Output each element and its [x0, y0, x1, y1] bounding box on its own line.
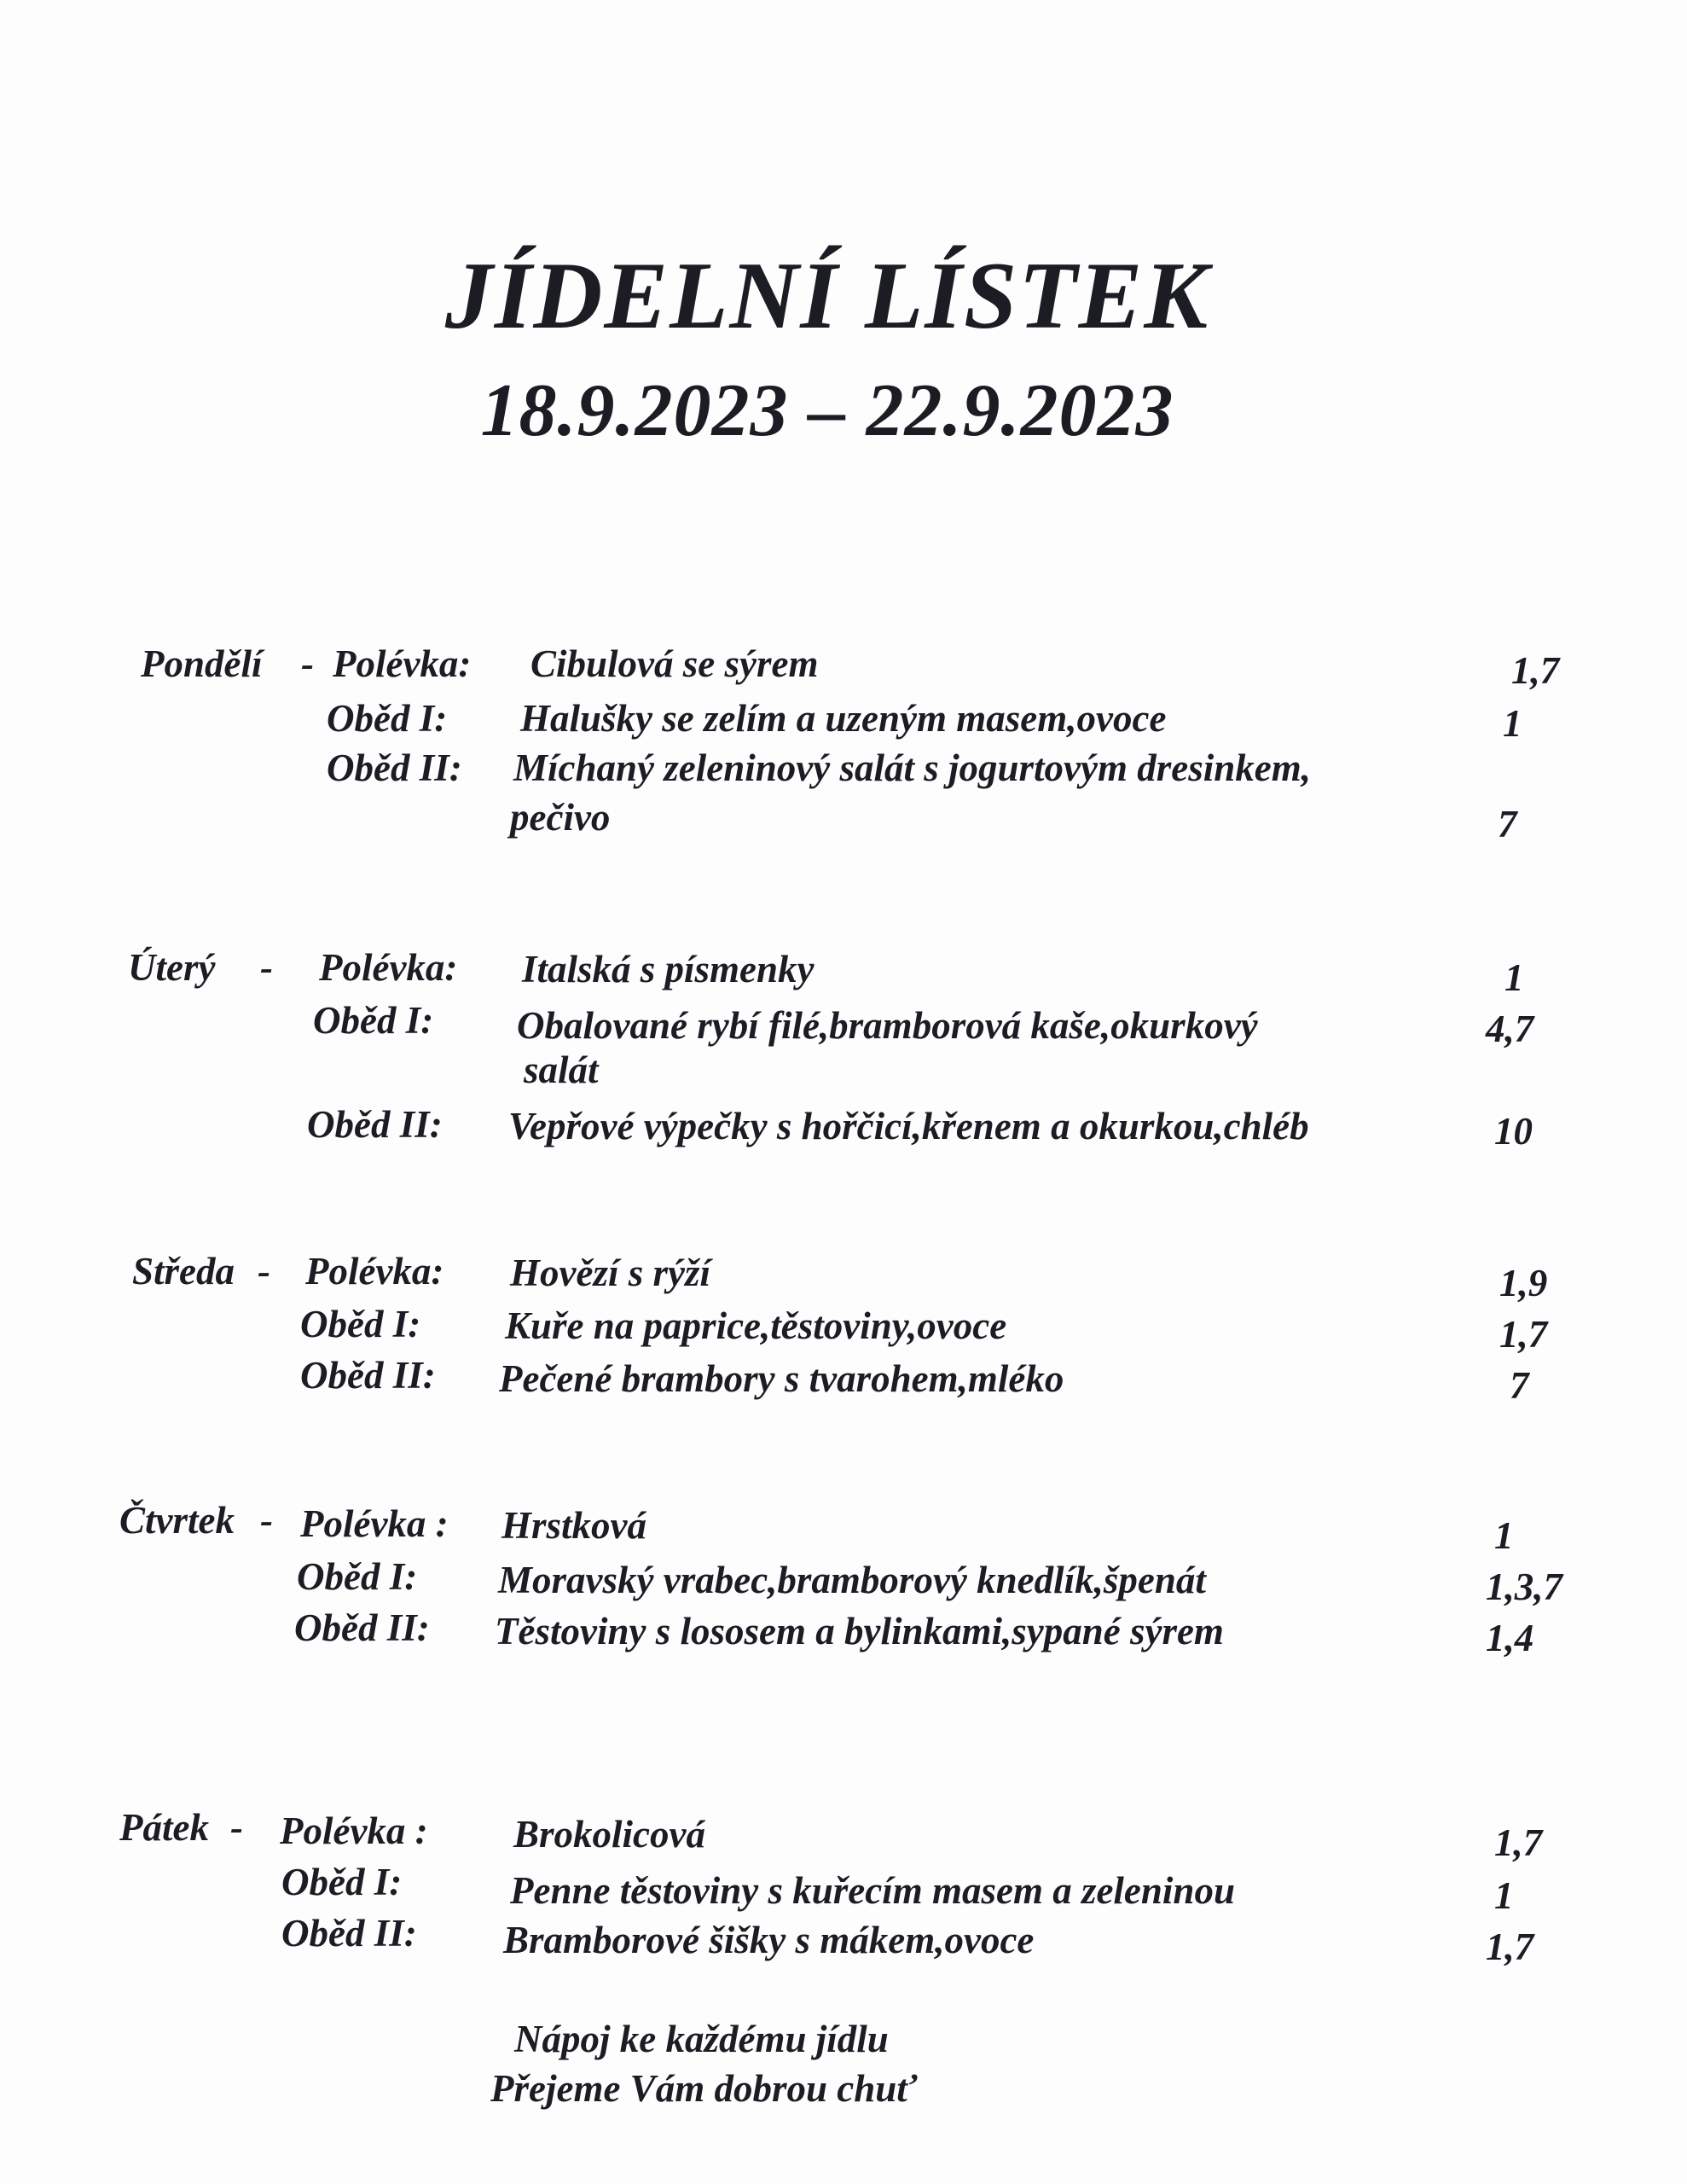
meal-text-soup: Hovězí s rýží — [510, 1252, 710, 1294]
meal-text-lunch-1: Obalované rybí filé,bramborová kaše,okurkový — [517, 1004, 1258, 1047]
meal-label-soup: Polévka: — [333, 642, 472, 685]
day-label: Pondělí — [141, 642, 263, 685]
allergens-lunch-1: 1,7 — [1499, 1313, 1548, 1356]
meal-text-lunch-2: Pečené brambory s tvarohem,mléko — [499, 1357, 1064, 1400]
meal-text-lunch-1: Kuře na paprice,těstoviny,ovoce — [505, 1304, 1007, 1347]
day-label: Úterý — [128, 946, 216, 989]
allergens-lunch-1: 4,7 — [1486, 1008, 1534, 1050]
day-dash: - — [258, 1250, 270, 1292]
day-label: Středa — [132, 1250, 235, 1292]
meal-label-lunch-1: Oběd I: — [327, 697, 448, 740]
day-dash: - — [260, 1499, 273, 1542]
meal-text-soup: Cibulová se sýrem — [530, 642, 819, 685]
meal-label-lunch-1: Oběd I: — [281, 1861, 403, 1903]
meal-text-soup: Brokolicová — [513, 1813, 705, 1856]
allergens-lunch-1: 1,3,7 — [1486, 1565, 1562, 1608]
allergens-lunch-2: 7 — [1498, 803, 1517, 845]
meal-text-soup: Hrstková — [501, 1504, 647, 1547]
day-dash: - — [260, 946, 273, 989]
meal-text-lunch-1: Halušky se zelím a uzeným masem,ovoce — [520, 697, 1167, 740]
meal-label-lunch-1: Oběd I: — [313, 999, 434, 1042]
allergens-lunch-2: 7 — [1510, 1364, 1529, 1407]
allergens-soup: 1,7 — [1511, 649, 1560, 692]
meal-text-lunch-2: Těstoviny s lososem a bylinkami,sypané sýrem — [495, 1610, 1224, 1653]
meal-label-soup: Polévka: — [319, 946, 458, 989]
meal-text-lunch-1-cont: salát — [524, 1048, 599, 1091]
meal-text-lunch-2-cont: pečivo — [510, 796, 611, 839]
meal-label-soup: Polévka : — [300, 1502, 449, 1545]
allergens-lunch-1: 1 — [1503, 702, 1522, 745]
date-range: 18.9.2023 – 22.9.2023 — [480, 369, 1174, 452]
meal-text-lunch-2: Bramborové šišky s mákem,ovoce — [503, 1919, 1035, 1961]
meal-label-lunch-2: Oběd II: — [281, 1912, 417, 1955]
meal-label-lunch-2: Oběd II: — [294, 1606, 430, 1649]
allergens-soup: 1,9 — [1499, 1262, 1548, 1304]
allergens-lunch-1: 1 — [1494, 1874, 1514, 1917]
allergens-soup: 1,7 — [1494, 1821, 1543, 1864]
meal-label-lunch-2: Oběd II: — [300, 1354, 436, 1397]
day-dash: - — [230, 1806, 243, 1849]
allergens-lunch-2: 10 — [1494, 1110, 1533, 1153]
meal-text-lunch-2: Vepřové výpečky s hořčicí,křenem a okurkou,chléb — [508, 1105, 1309, 1147]
day-label: Pátek — [119, 1806, 209, 1849]
allergens-soup: 1 — [1494, 1514, 1514, 1557]
meal-label-soup: Polévka : — [280, 1809, 428, 1852]
meal-label-lunch-2: Oběd II: — [327, 746, 462, 789]
meal-text-lunch-2: Míchaný zeleninový salát s jogurtovým dresinkem, — [513, 746, 1312, 789]
meal-label-lunch-2: Oběd II: — [307, 1103, 443, 1146]
meal-text-lunch-1: Penne těstoviny s kuřecím masem a zeleninou — [510, 1869, 1235, 1912]
meal-text-soup: Italská s písmenky — [522, 948, 815, 990]
closing-wish: Přejeme Vám dobrou chuť — [490, 2067, 918, 2110]
meal-label-soup: Polévka: — [305, 1250, 444, 1292]
allergens-soup: 1 — [1504, 956, 1524, 999]
page-title: JÍDELNÍ LÍSTEK — [444, 243, 1210, 349]
day-dash: - — [301, 642, 314, 685]
meal-text-lunch-1: Moravský vrabec,bramborový knedlík,špenát — [498, 1559, 1206, 1601]
meal-label-lunch-1: Oběd I: — [297, 1555, 418, 1598]
drink-note: Nápoj ke každému jídlu — [514, 2018, 889, 2060]
meal-label-lunch-1: Oběd I: — [300, 1303, 421, 1345]
allergens-lunch-2: 1,7 — [1486, 1926, 1534, 1968]
allergens-lunch-2: 1,4 — [1486, 1617, 1534, 1659]
day-label: Čtvrtek — [119, 1499, 235, 1542]
